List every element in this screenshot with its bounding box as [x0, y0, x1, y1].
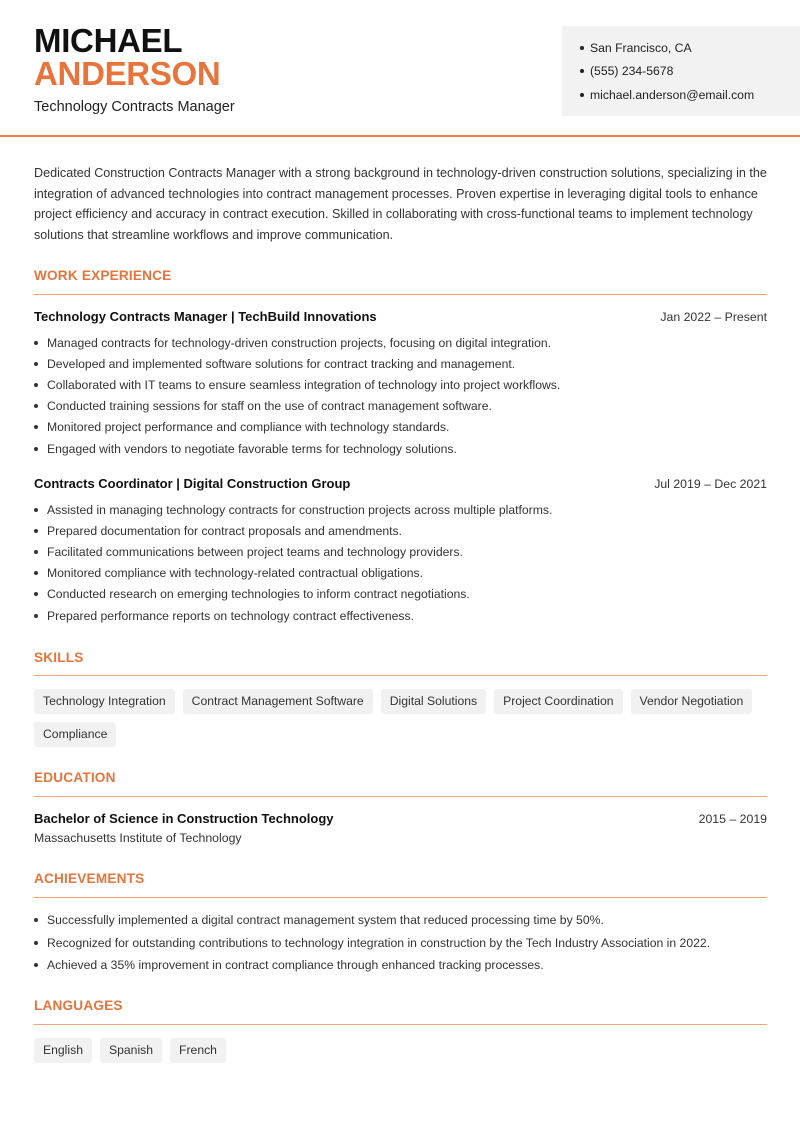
job-dates: Jul 2019 – Dec 2021 [654, 477, 767, 491]
language-tag: Spanish [100, 1038, 162, 1063]
resume-header [0, 0, 800, 137]
list-item [34, 584, 767, 605]
bullet-icon [34, 918, 38, 922]
skill-tag: Compliance [34, 722, 116, 747]
education-header [34, 811, 767, 826]
education-dates: 2015 – 2019 [698, 812, 767, 826]
bullet-icon [34, 362, 38, 366]
list-item [34, 438, 767, 459]
contact-email[interactable] [580, 83, 800, 107]
list-item-text: Recognized for outstanding contributions to technology integration in construction by the Tech Industry Association in 2022. [47, 935, 711, 950]
skill-tag: Project Coordination [494, 689, 622, 714]
section-divider [34, 294, 767, 295]
list-item [34, 396, 767, 417]
first-name: MICHAEL [34, 22, 183, 59]
list-item-text: Developed and implemented software solutions for contract tracking and management. [47, 356, 516, 371]
skill-tag: Vendor Negotiation [631, 689, 753, 714]
bullet-icon [580, 46, 584, 50]
list-item [34, 374, 767, 395]
bullet-icon [580, 69, 584, 73]
list-item-text: Managed contracts for technology-driven construction projects, focusing on digital integration. [47, 335, 552, 350]
list-item-text: Conducted research on emerging technologies to inform contract negotiations. [47, 587, 470, 602]
skill-tag: Technology Integration [34, 689, 175, 714]
email-text[interactable]: michael.anderson@email.com [590, 87, 755, 102]
bullet-icon [34, 383, 38, 387]
job-bullets [34, 499, 767, 626]
bullet-icon [34, 614, 38, 618]
list-item [34, 932, 767, 955]
job-title: Technology Contracts Manager [34, 99, 235, 115]
list-item-text: Collaborated with IT teams to ensure seamless integration of technology into project workflows. [47, 377, 561, 392]
job-header [34, 309, 767, 324]
list-item-text: Prepared performance reports on technology contract effectiveness. [47, 608, 414, 623]
phone-text: (555) 234-5678 [590, 64, 674, 79]
list-item [34, 499, 767, 520]
list-item [34, 541, 767, 562]
bullet-icon [34, 508, 38, 512]
list-item [34, 954, 767, 977]
section-divider [34, 897, 767, 898]
summary-paragraph: Dedicated Construction Contracts Manager with a strong background in technology-driven construction solutions, specializing in the integration of advanced technologies into contract management processes. Proven expertise in leveraging digital tools to enhance project efficiency and accuracy in contract execution. Skilled in collaborating with cross-functional teams to implement technology solutions that streamline workflows and improve communication. [34, 166, 767, 243]
bullet-icon [34, 550, 38, 554]
last-name: ANDERSON [34, 55, 221, 92]
skills-heading: SKILLS [34, 650, 84, 665]
contact-phone [580, 60, 800, 84]
bullet-icon [580, 93, 584, 97]
list-item [34, 520, 767, 541]
list-item [34, 332, 767, 353]
languages-heading: LANGUAGES [34, 998, 123, 1013]
job-role: Contracts Coordinator | Digital Construction Group [34, 476, 351, 491]
list-item-text: Achieved a 35% improvement in contract compliance through enhanced tracking processes. [47, 958, 544, 973]
list-item [34, 417, 767, 438]
list-item-text: Monitored compliance with technology-related contractual obligations. [47, 566, 423, 581]
skills-tags [34, 689, 774, 747]
language-tag: English [34, 1038, 92, 1063]
job-role: Technology Contracts Manager | TechBuild Innovations [34, 309, 377, 324]
list-item [34, 563, 767, 584]
degree-title: Bachelor of Science in Construction Technology [34, 811, 334, 826]
skill-tag: Contract Management Software [183, 689, 373, 714]
bullet-icon [34, 447, 38, 451]
bullet-icon [34, 341, 38, 345]
skill-tag: Digital Solutions [381, 689, 486, 714]
contact-box [562, 26, 800, 116]
education-heading: EDUCATION [34, 770, 116, 785]
list-item-text: Engaged with vendors to negotiate favorable terms for technology solutions. [47, 441, 457, 456]
bullet-icon [34, 963, 38, 967]
list-item [34, 605, 767, 626]
school-name: Massachusetts Institute of Technology [34, 831, 242, 845]
section-divider [34, 675, 767, 676]
languages-tags [34, 1038, 774, 1063]
list-item [34, 909, 767, 932]
list-item-text: Assisted in managing technology contracts for construction projects across multiple platforms. [47, 502, 553, 517]
bullet-icon [34, 571, 38, 575]
list-item-text: Conducted training sessions for staff on the use of contract management software. [47, 399, 492, 414]
location-text: San Francisco, CA [590, 40, 692, 55]
contact-location [580, 36, 800, 60]
job-bullets [34, 332, 767, 459]
achievements-list [34, 909, 767, 977]
job-dates: Jan 2022 – Present [660, 310, 767, 324]
bullet-icon [34, 529, 38, 533]
list-item-text: Monitored project performance and compliance with technology standards. [47, 420, 450, 435]
bullet-icon [34, 404, 38, 408]
work-experience-heading: WORK EXPERIENCE [34, 268, 172, 283]
bullet-icon [34, 941, 38, 945]
language-tag: French [170, 1038, 226, 1063]
achievements-heading: ACHIEVEMENTS [34, 871, 145, 886]
bullet-icon [34, 592, 38, 596]
list-item-text: Prepared documentation for contract proposals and amendments. [47, 523, 402, 538]
list-item [34, 353, 767, 374]
list-item-text: Successfully implemented a digital contract management system that reduced processing time by 50%. [47, 913, 604, 928]
section-divider [34, 1024, 767, 1025]
job-header [34, 476, 767, 491]
list-item-text: Facilitated communications between project teams and technology providers. [47, 544, 463, 559]
bullet-icon [34, 425, 38, 429]
section-divider [34, 796, 767, 797]
